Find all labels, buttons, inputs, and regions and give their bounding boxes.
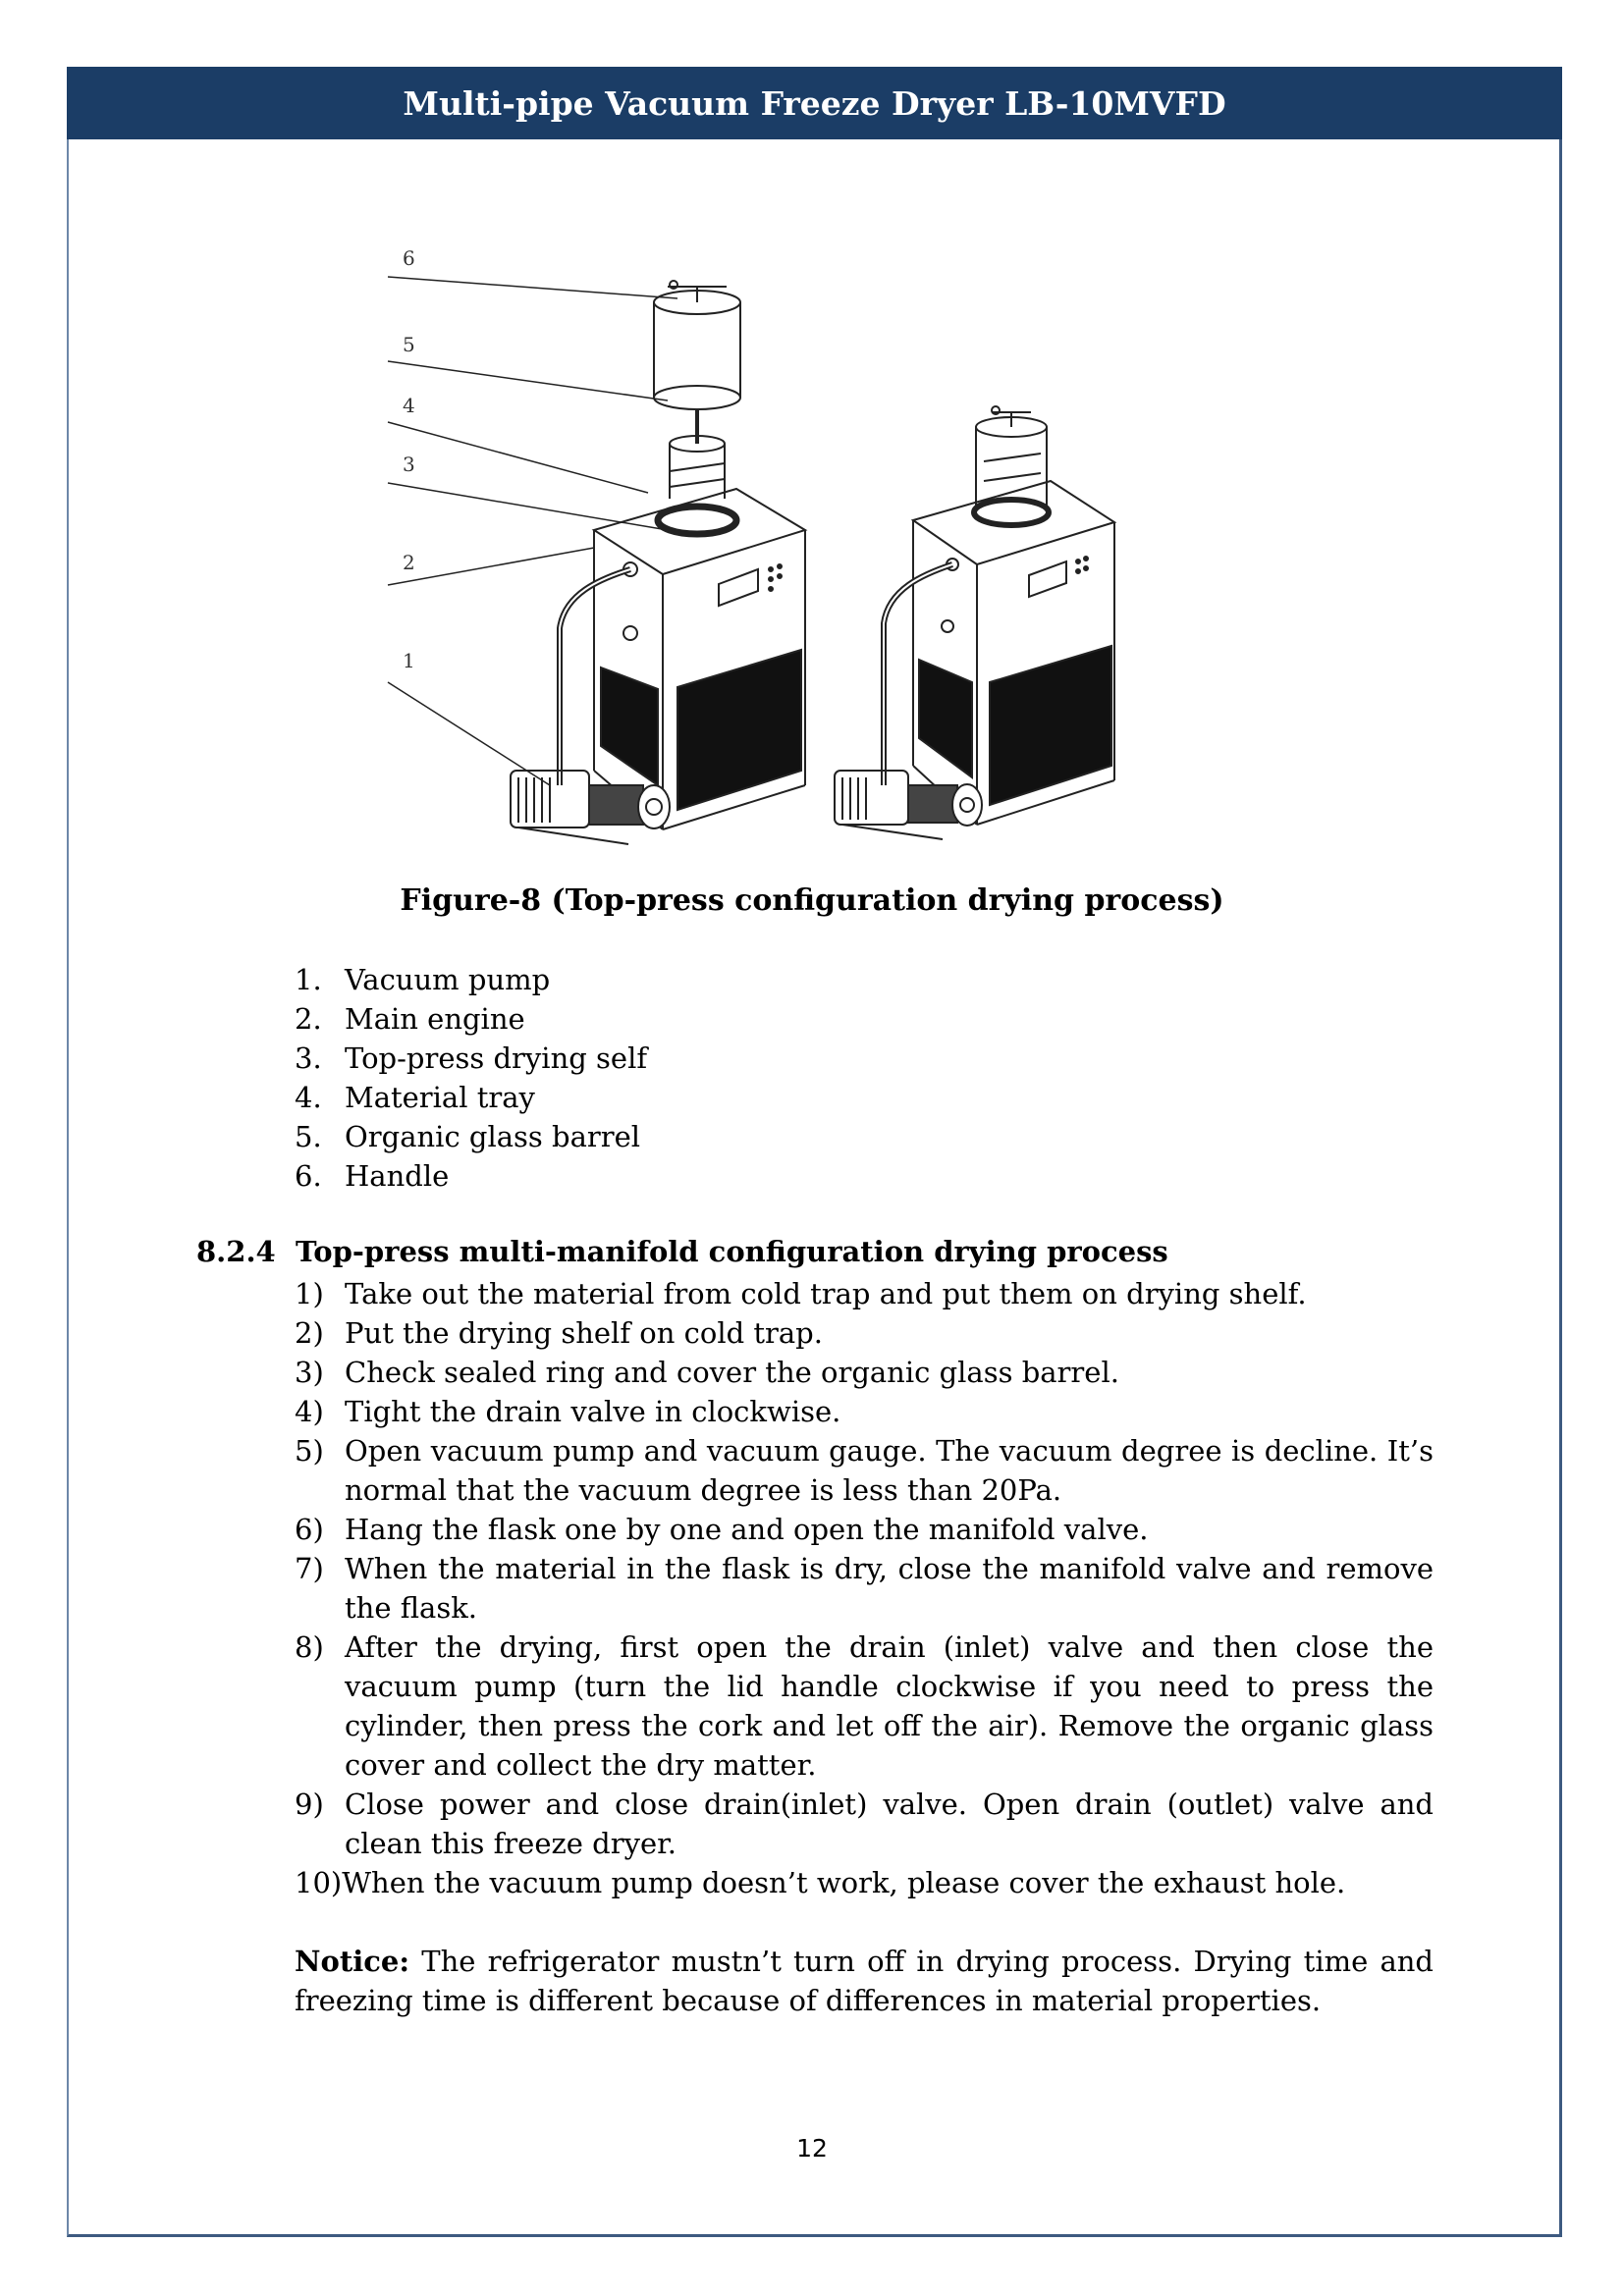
list-item-text: Vacuum pump	[345, 963, 551, 996]
header-title: Multi-pipe Vacuum Freeze Dryer LB-10MVFD	[403, 83, 1226, 123]
figure-8-illustration	[373, 236, 1119, 874]
notice-text: The refrigerator mustn’t turn off in drying process. Drying time and freezing time is different because of differences in material properties.	[295, 1945, 1434, 2017]
step-number: 4)	[295, 1395, 324, 1428]
list-item	[295, 1078, 647, 1117]
list-item-text: Organic glass barrel	[345, 1120, 641, 1153]
step-text: Close power and close drain(inlet) valve. Open drain (outlet) valve and clean this freeze dryer.	[345, 1788, 1434, 1860]
list-item	[295, 960, 647, 999]
step-number: 5)	[295, 1434, 324, 1468]
step-number: 7)	[295, 1552, 324, 1585]
section-heading	[196, 1235, 1168, 1268]
step-item	[295, 1863, 1434, 1902]
callout-1: 1	[403, 649, 415, 672]
list-item	[295, 1039, 647, 1078]
step-number: 9)	[295, 1788, 324, 1821]
step-text: Tight the drain valve in clockwise.	[345, 1395, 841, 1428]
callout-numbers	[403, 246, 415, 672]
step-item	[295, 1392, 1434, 1431]
list-item-text: Material tray	[345, 1081, 535, 1114]
list-item-number: 4.	[295, 1081, 322, 1114]
step-number: 1)	[295, 1277, 324, 1310]
list-item	[295, 999, 647, 1039]
step-text: Put the drying shelf on cold trap.	[345, 1316, 823, 1350]
list-item	[295, 1117, 647, 1156]
list-item-number: 2.	[295, 1002, 322, 1036]
steps-list	[295, 1274, 1434, 1902]
callout-3: 3	[403, 453, 415, 476]
step-number: 2)	[295, 1316, 324, 1350]
step-item	[295, 1274, 1434, 1313]
step-item	[295, 1549, 1434, 1628]
list-item-number: 5.	[295, 1120, 322, 1153]
step-item	[295, 1431, 1434, 1510]
step-item	[295, 1510, 1434, 1549]
list-item-number: 1.	[295, 963, 322, 996]
list-item-text: Top-press drying self	[345, 1041, 648, 1075]
step-number: 3)	[295, 1356, 324, 1389]
callout-6: 6	[403, 246, 415, 270]
step-item	[295, 1628, 1434, 1785]
step-number: 6)	[295, 1513, 324, 1546]
section-title: Top-press multi-manifold configuration drying process	[296, 1235, 1168, 1268]
step-item	[295, 1353, 1434, 1392]
list-item	[295, 1156, 647, 1196]
page-number: 12	[796, 2134, 828, 2163]
step-text: When the vacuum pump doesn’t work, please cover the exhaust hole.	[342, 1866, 1346, 1899]
step-text: Check sealed ring and cover the organic glass barrel.	[345, 1356, 1119, 1389]
figure-caption: Figure-8 (Top-press configuration drying process)	[400, 883, 1224, 918]
page-header	[67, 67, 1562, 139]
step-item	[295, 1785, 1434, 1863]
step-item	[295, 1313, 1434, 1353]
step-number: 10)	[295, 1866, 343, 1899]
step-number: 8)	[295, 1630, 324, 1664]
step-text: When the material in the flask is dry, close the manifold valve and remove the flask.	[345, 1552, 1434, 1625]
list-item-number: 3.	[295, 1041, 322, 1075]
step-text: Take out the material from cold trap and put them on drying shelf.	[345, 1277, 1307, 1310]
step-text: Hang the flask one by one and open the manifold valve.	[345, 1513, 1149, 1546]
list-item-number: 6.	[295, 1159, 322, 1193]
step-text: Open vacuum pump and vacuum gauge. The vacuum degree is decline. It’s normal that the vacuum degree is less than 20Pa.	[345, 1434, 1434, 1507]
parts-list	[295, 960, 647, 1196]
notice-label: Notice:	[295, 1945, 410, 1978]
list-item-text: Main engine	[345, 1002, 525, 1036]
step-text: After the drying, first open the drain (inlet) valve and then close the vacuum pump (turn the lid handle clockwise if you need to press the cylinder, then press the cork and let off the air). Remove the organic glass cover and collect the dry matter.	[345, 1630, 1434, 1782]
callout-5: 5	[403, 333, 415, 356]
callout-2: 2	[403, 551, 415, 574]
section-number: 8.2.4	[196, 1235, 276, 1268]
callout-4: 4	[403, 394, 415, 417]
list-item-text: Handle	[345, 1159, 450, 1193]
notice-paragraph	[295, 1942, 1434, 2020]
